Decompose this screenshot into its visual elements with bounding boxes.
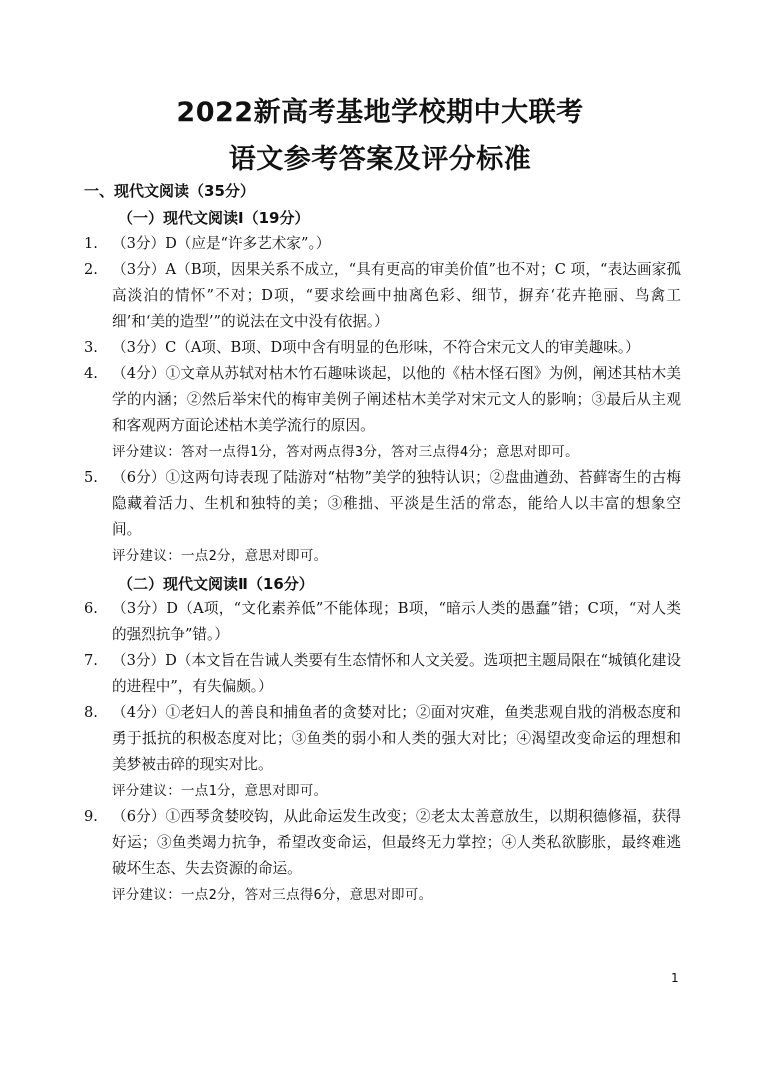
answer-item-3 bbox=[84, 335, 681, 361]
scoring-note-8: 评分建议：一点1分，意思对即可。 bbox=[112, 783, 328, 799]
item-number: 5. bbox=[84, 469, 98, 486]
page-number: 1 bbox=[671, 971, 679, 985]
answer-item-1 bbox=[84, 231, 681, 257]
subsection-heading-2: （二）现代文阅读Ⅱ（16分） bbox=[118, 575, 314, 593]
item-number: 2. bbox=[84, 261, 98, 278]
document-subtitle: 语文参考答案及评分标准 bbox=[228, 144, 532, 175]
item-number: 9. bbox=[84, 808, 98, 825]
answer-item-7 bbox=[84, 648, 681, 700]
section-heading: 一、现代文阅读（35分） bbox=[84, 182, 255, 200]
answer-item-5 bbox=[84, 465, 681, 543]
document-title: 2022新高考基地学校期中大联考 bbox=[176, 97, 584, 128]
item-number: 7. bbox=[84, 652, 98, 669]
item-text: （6分）①西琴贪婪咬钩，从此命运发生改变；②老太太善意放生，以期积德修福，获得好运；③鱼类竭力抗争，希望改变命运，但最终无力掌控；④人类私欲膨胀，最终难逃破坏生态、失去资源的命运。 bbox=[112, 808, 681, 877]
item-text: （4分）①文章从苏轼对枯木竹石趣味谈起，以他的《枯木怪石图》为例，阐述其枯木美学的内涵；②然后举宋代的梅审美例子阐述枯木美学对宋元文人的影响；③最后从主观和客观两方面论述枯木美学流行的原因。 bbox=[112, 365, 681, 434]
answer-item-4 bbox=[84, 361, 681, 439]
item-number: 1. bbox=[84, 235, 98, 252]
item-number: 8. bbox=[84, 704, 98, 721]
answer-item-8 bbox=[84, 700, 681, 778]
answer-item-6 bbox=[84, 596, 681, 648]
item-text: （3分）C（A项、B项、D项中含有明显的色形味，不符合宋元文人的审美趣味。） bbox=[112, 339, 640, 356]
item-text: （4分）①老妇人的善良和捕鱼者的贪婪对比；②面对灾难，鱼类悲观自戕的消极态度和勇于抵抗的积极态度对比；③鱼类的弱小和人类的强大对比；④渴望改变命运的理想和美梦被击碎的现实对比。 bbox=[112, 704, 681, 773]
item-text: （3分）D（本文旨在告诫人类要有生态情怀和人文关爱。选项把主题局限在“城镇化建设的进程中”，有失偏颇。） bbox=[112, 652, 681, 695]
item-text: （3分）D（A项，“文化素养低”不能体现；B项，“暗示人类的愚蠢”错；C项，“对人类的强烈抗争”错。） bbox=[112, 600, 681, 643]
scoring-note-5: 评分建议：一点2分，意思对即可。 bbox=[112, 548, 328, 564]
item-number: 6. bbox=[84, 600, 98, 617]
scoring-note-4: 评分建议：答对一点得1分，答对两点得3分，答对三点得4分；意思对即可。 bbox=[112, 444, 579, 460]
item-text: （3分）D（应是“许多艺术家”。） bbox=[112, 235, 331, 252]
answer-item-9 bbox=[84, 804, 681, 882]
item-number: 4. bbox=[84, 365, 98, 382]
item-text: （3分）A（B项，因果关系不成立，“具有更高的审美价值”也不对；C 项，“表达画家孤高淡泊的情怀”不对；D项，“要求绘画中抽离色彩、细节，摒弃‘花卉艳丽、鸟禽工细’和‘美的造型’”的说法在文中没有依据。） bbox=[112, 261, 681, 330]
item-text: （6分）①这两句诗表现了陆游对“枯物”美学的独特认识；②盘曲遒劲、苔藓寄生的古梅隐藏着活力、生机和独特的美；③稚拙、平淡是生活的常态，能给人以丰富的想象空间。 bbox=[112, 469, 681, 538]
subsection-heading-1: （一）现代文阅读Ⅰ（19分） bbox=[118, 209, 310, 227]
item-number: 3. bbox=[84, 339, 98, 356]
scoring-note-9: 评分建议：一点2分，答对三点得6分，意思对即可。 bbox=[112, 887, 433, 903]
answer-item-2 bbox=[84, 257, 681, 335]
